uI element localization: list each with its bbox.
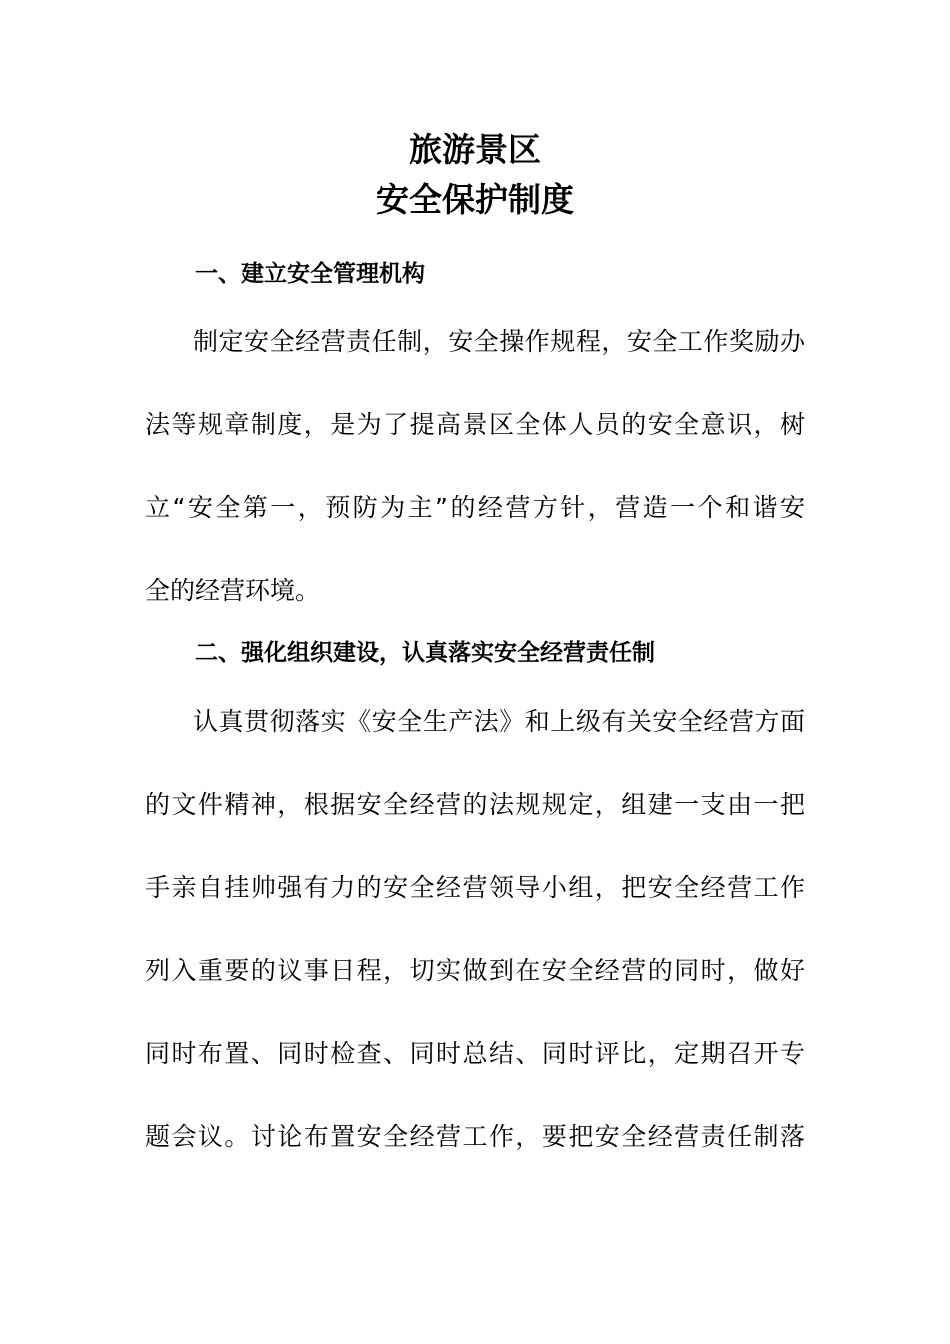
section-2-paragraph-line: 列入重要的议事日程，切实做到在安全经营的同时，做好 <box>145 956 805 985</box>
section-1-paragraph-line: 立“安全第一，预防为主”的经营方针，营造一个和谐安 <box>145 493 805 522</box>
section-2-paragraph-line: 同时布置、同时检查、同时总结、同时评比，定期召开专 <box>145 1039 805 1068</box>
section-heading-2: 二、强化组织建设，认真落实安全经营责任制 <box>195 640 655 666</box>
document-title: 旅游景区 <box>409 130 541 169</box>
section-2-paragraph-line: 手亲自挂帅强有力的安全经营领导小组，把安全经营工作 <box>145 873 805 902</box>
section-1-paragraph-line: 法等规章制度，是为了提高景区全体人员的安全意识，树 <box>145 410 805 439</box>
section-2-paragraph-line: 认真贯彻落实《安全生产法》和上级有关安全经营方面 <box>193 707 805 736</box>
section-2-paragraph-line: 的文件精神，根据安全经营的法规规定，组建一支由一把 <box>145 790 805 819</box>
section-1-paragraph-line: 制定安全经营责任制，安全操作规程，安全工作奖励办 <box>193 327 805 356</box>
document-subtitle: 安全保护制度 <box>376 180 574 219</box>
section-1-paragraph-line: 全的经营环境。 <box>145 576 321 605</box>
section-heading-1: 一、建立安全管理机构 <box>195 261 425 287</box>
section-2-paragraph-line: 题会议。讨论布置安全经营工作，要把安全经营责任制落 <box>145 1122 805 1151</box>
